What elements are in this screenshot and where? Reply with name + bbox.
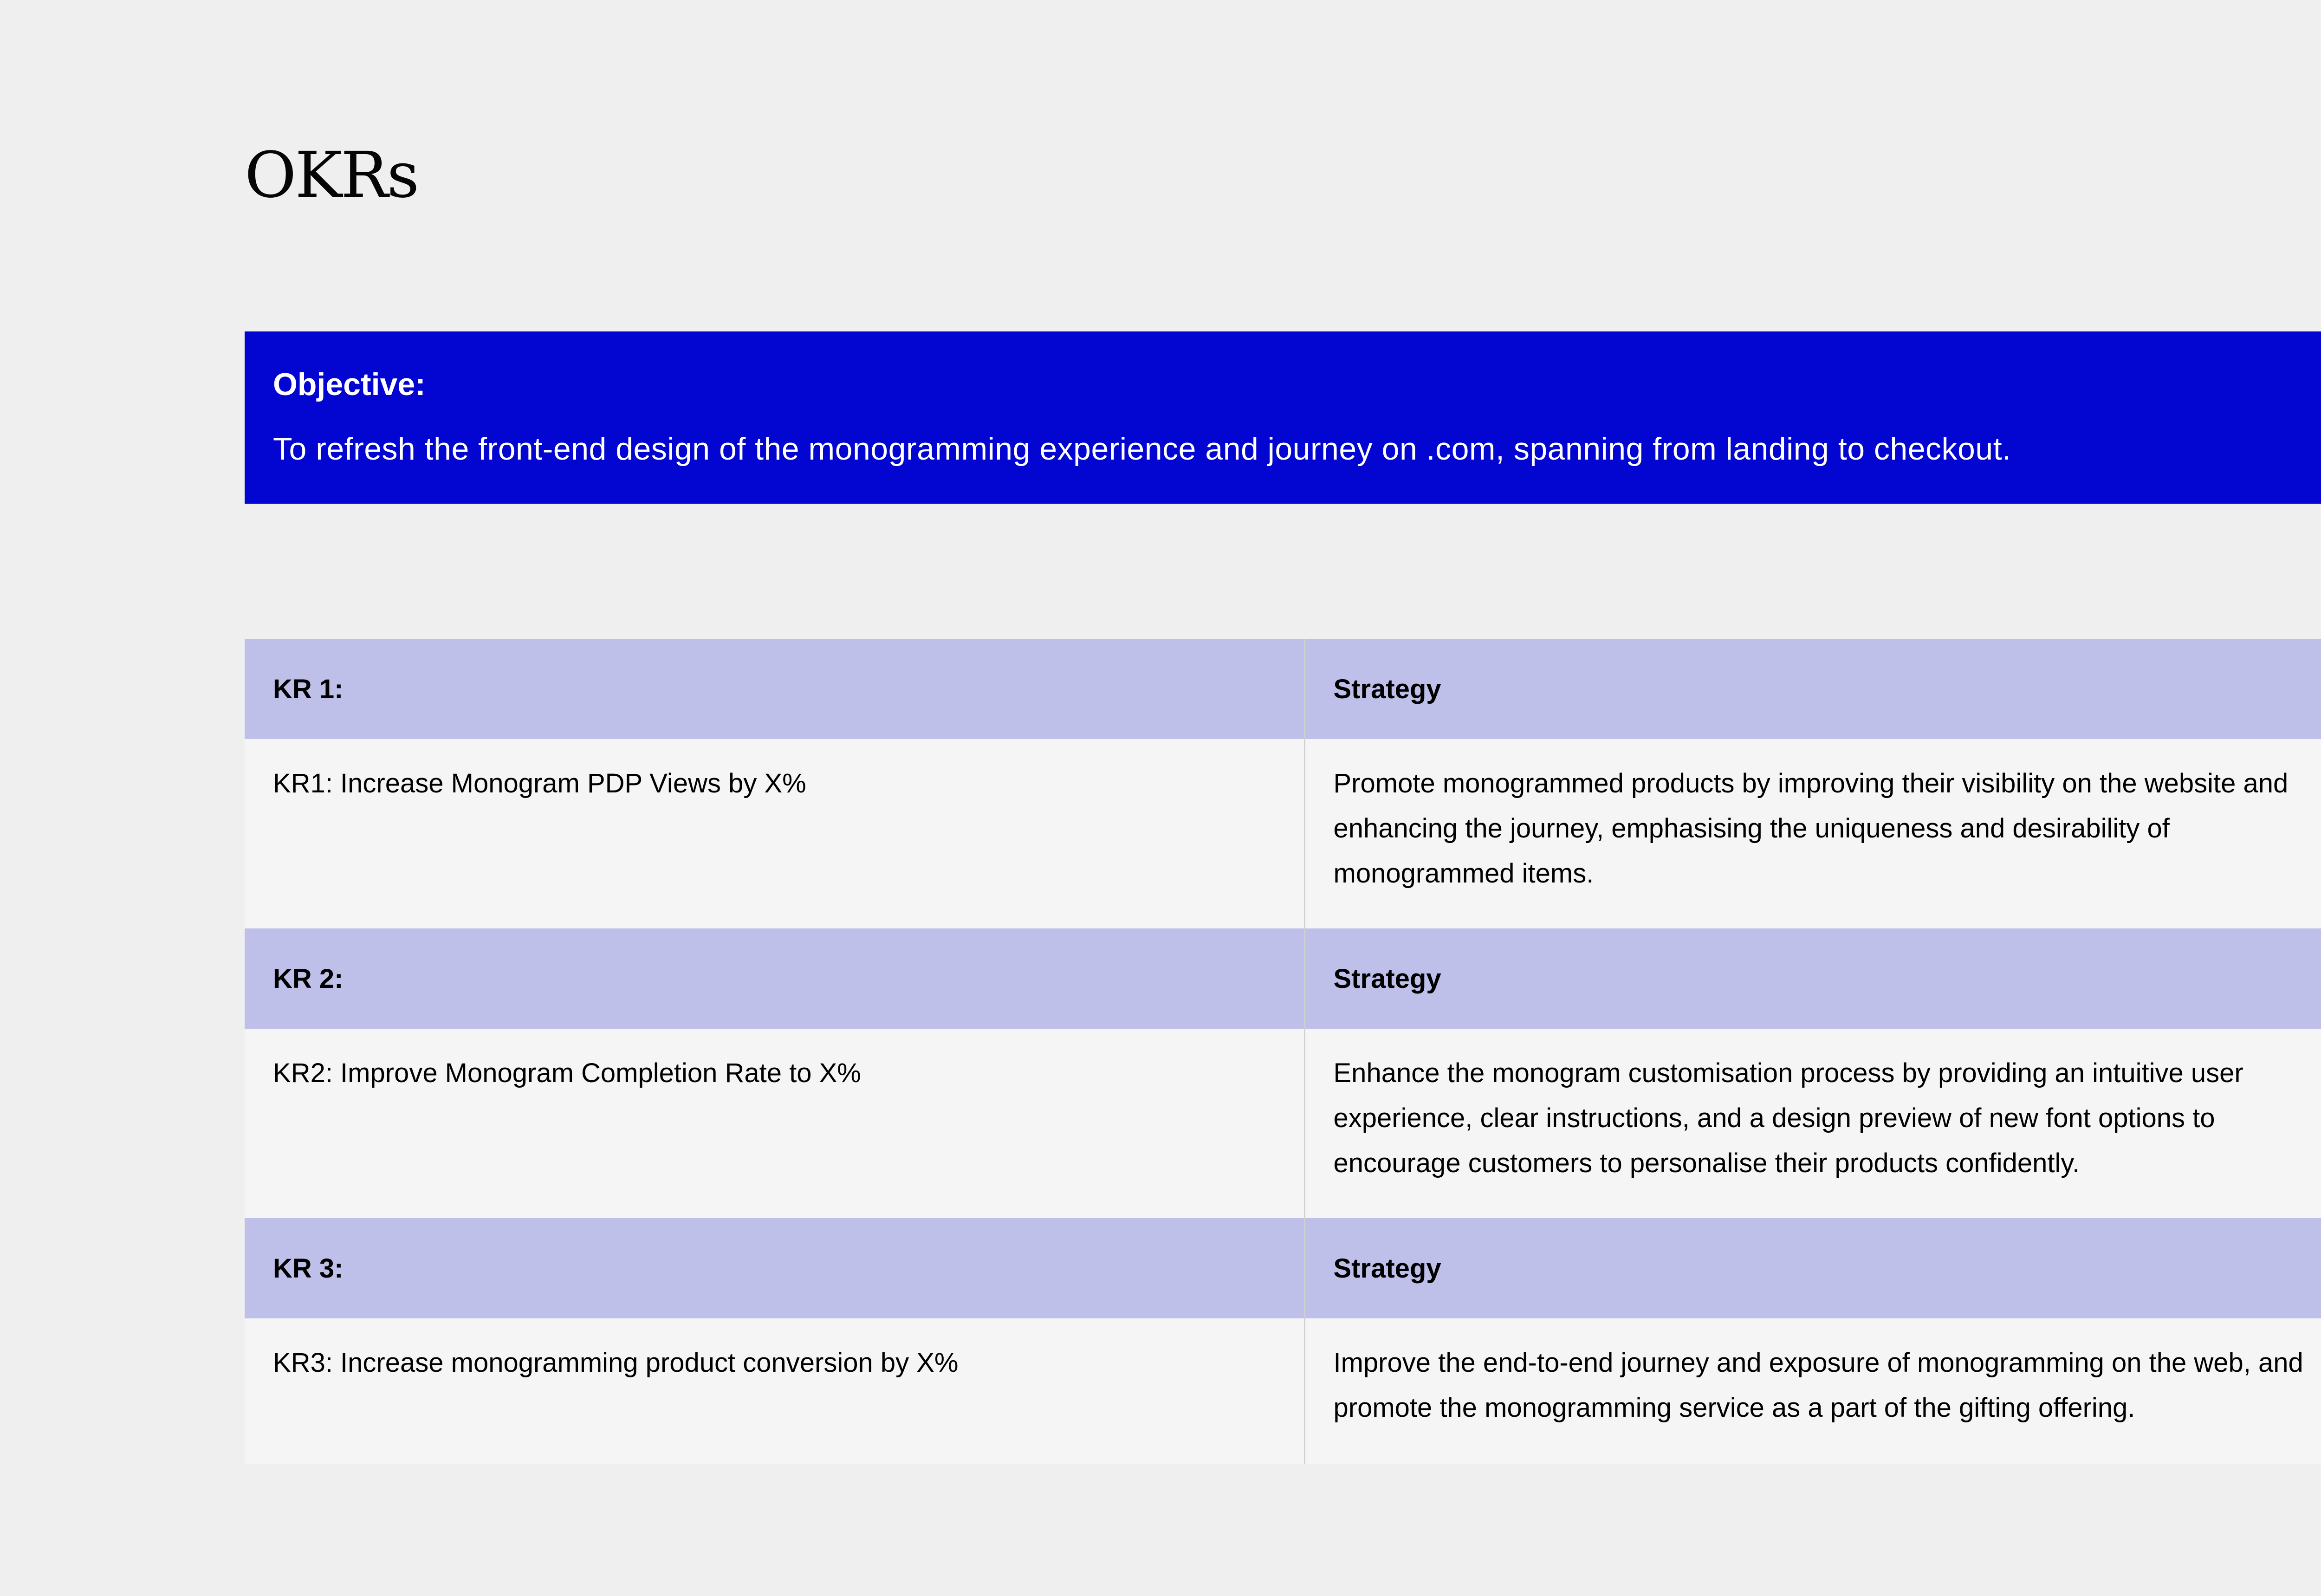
- strategy-header-cell: Strategy: [1304, 928, 2321, 1029]
- kr-header-cell: KR 2:: [245, 928, 1304, 1029]
- kr-header-row: [245, 1218, 2321, 1318]
- kr-header-cell: KR 1:: [245, 639, 1304, 739]
- strategy-header-cell: Strategy: [1304, 639, 2321, 739]
- kr-header-row: [245, 928, 2321, 1029]
- kr-result-cell: KR2: Improve Monogram Completion Rate to X%: [245, 1029, 1304, 1218]
- kr-strategy-cell: Promote monogrammed products by improving their visibility on the website and enhancing the journey, emphasising the uniqueness and desirability of monogrammed items.: [1304, 739, 2321, 928]
- kr-result-cell: KR3: Increase monogramming product conversion by X%: [245, 1318, 1304, 1464]
- strategy-header-cell: Strategy: [1304, 1218, 2321, 1318]
- kr-body-row: [245, 1029, 2321, 1218]
- objective-text: To refresh the front-end design of the monogramming experience and journey on .com, spanning from landing to checkout.: [273, 431, 2011, 467]
- objective-label: Objective:: [273, 367, 426, 402]
- kr-strategy-cell: Improve the end-to-end journey and exposure of monogramming on the web, and promote the monogramming service as a part of the gifting offering.: [1304, 1318, 2321, 1464]
- kr-body-row: [245, 739, 2321, 928]
- page-title: OKRs: [245, 139, 418, 212]
- kr-strategy-cell: Enhance the monogram customisation process by providing an intuitive user experience, clear instructions, and a design preview of new font options to encourage customers to personalise their products confidently.: [1304, 1029, 2321, 1218]
- objective-banner: [245, 331, 2321, 504]
- kr-header-cell: KR 3:: [245, 1218, 1304, 1318]
- kr-body-row: [245, 1318, 2321, 1464]
- kr-result-cell: KR1: Increase Monogram PDP Views by X%: [245, 739, 1304, 928]
- key-results-table: [245, 639, 2321, 1464]
- kr-header-row: [245, 639, 2321, 739]
